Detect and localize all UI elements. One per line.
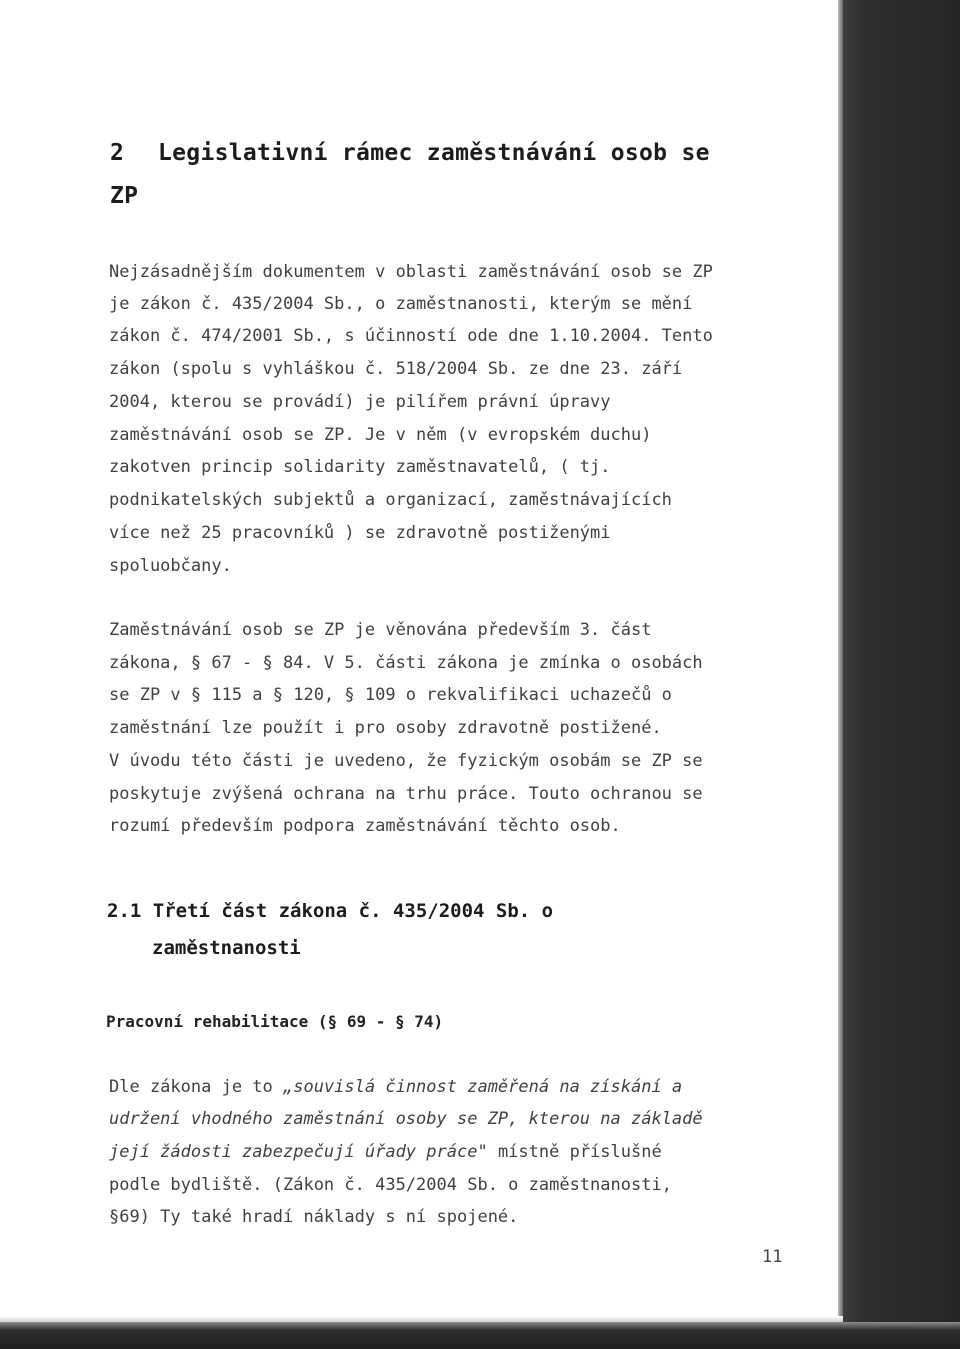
scan-right-border: [843, 0, 960, 1349]
text-line: [109, 1142, 788, 1164]
text-line: zakotven princip solidarity zaměstnavatelů, ( tj.: [109, 457, 611, 477]
text-line: spoluobčany.: [109, 556, 232, 576]
text-italic: její žádosti zabezpečují úřady práce: [109, 1142, 478, 1162]
text-line: V úvodu této části je uvedeno, že fyzickým osobám se ZP se: [109, 751, 703, 771]
text-italic: udržení vhodného zaměstnání osoby se ZP, kterou na základě: [109, 1109, 703, 1129]
text-line: §69) Ty také hradí náklady s ní spojené.: [109, 1207, 519, 1227]
chapter-title-line2: ZP: [110, 183, 139, 209]
text-line: více než 25 pracovníků ) se zdravotně postiženými: [109, 523, 611, 543]
text-line: [109, 1109, 788, 1131]
page-number: 11: [762, 1247, 783, 1267]
chapter-title-line1: Legislativní rámec zaměstnávání osob se: [158, 140, 710, 166]
text-line: podle bydliště. (Zákon č. 435/2004 Sb. o zaměstnanosti,: [109, 1175, 672, 1195]
text-line: zákon č. 474/2001 Sb., s účinností ode dne 1.10.2004. Tento: [109, 326, 713, 346]
text-line: podnikatelských subjektů a organizací, zaměstnávajících: [109, 490, 672, 510]
scan-bottom-border: [0, 1322, 960, 1349]
text-line: zaměstnání lze použít i pro osoby zdravotně postižené.: [109, 718, 662, 738]
text-line: 2004, kterou se provádí) je pilířem právní úpravy: [109, 392, 611, 412]
text-line: zákona, § 67 - § 84. V 5. části zákona je zmínka o osobách: [109, 653, 703, 673]
text-line: poskytuje zvýšená ochrana na trhu práce. Touto ochranou se: [109, 784, 703, 804]
text-line: je zákon č. 435/2004 Sb., o zaměstnanosti, kterým se mění: [109, 294, 693, 314]
text-plain: " místně příslušné: [477, 1142, 662, 1162]
text-line: Nejzásadnějším dokumentem v oblasti zaměstnávání osob se ZP: [109, 262, 713, 282]
text-line: se ZP v § 115 a § 120, § 109 o rekvalifikaci uchazečů o: [109, 685, 672, 705]
section-heading-line1: 2.1 Třetí část zákona č. 435/2004 Sb. o: [107, 900, 554, 922]
chapter-heading: [110, 140, 710, 166]
text-line: zákon (spolu s vyhláškou č. 518/2004 Sb. ze dne 23. září: [109, 359, 683, 379]
text-line: rozumí především podpora zaměstnávání těchto osob.: [109, 816, 621, 836]
text-line: [109, 1077, 788, 1099]
subheading: Pracovní rehabilitace (§ 69 - § 74): [106, 1012, 444, 1031]
text-line: zaměstnávání osob se ZP. Je v něm (v evropském duchu): [109, 425, 652, 445]
chapter-number: 2: [110, 140, 125, 166]
section-heading-line2: zaměstnanosti: [152, 937, 301, 959]
text-plain: Dle zákona je to: [109, 1077, 283, 1097]
text-line: Zaměstnávání osob se ZP je věnována především 3. část: [109, 620, 652, 640]
text-italic: „souvislá činnost zaměřená na získání a: [283, 1077, 683, 1097]
